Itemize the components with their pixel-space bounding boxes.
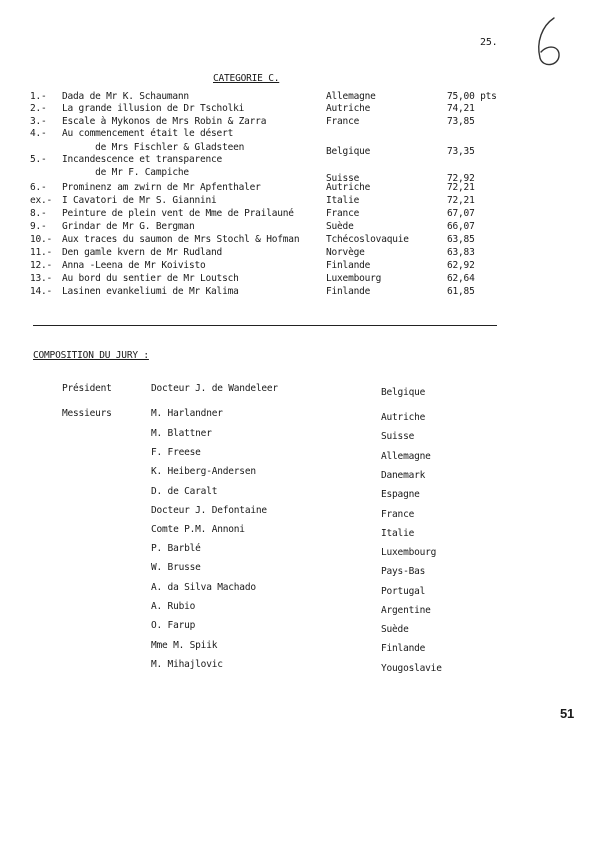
country: Allemagne — [326, 91, 376, 102]
jury-country: Suède — [381, 624, 409, 635]
jury-name: M. Blattner — [151, 428, 212, 439]
jury-role: Messieurs — [62, 408, 112, 419]
film-title: Incandescence et transparence — [62, 154, 223, 165]
jury-country: Finlande — [381, 643, 426, 654]
jury-name: Docteur J. Defontaine — [151, 505, 267, 516]
jury-name: Docteur J. de Wandeleer — [151, 383, 278, 394]
list-item — [0, 428, 600, 442]
list-item — [0, 408, 600, 422]
table-row — [0, 247, 600, 260]
score: 62,92 — [447, 260, 475, 271]
list-item — [0, 447, 600, 461]
list-item — [0, 659, 600, 673]
country: Italie — [326, 195, 360, 206]
table-row — [0, 286, 600, 299]
film-title: Au commencement était le désert — [62, 128, 234, 139]
jury-name: Comte P.M. Annoni — [151, 524, 245, 535]
jury-country: Argentine — [381, 605, 431, 616]
jury-name: P. Barblé — [151, 543, 201, 554]
handwritten-six-icon — [528, 12, 568, 72]
rank: 4.- — [30, 128, 47, 139]
country: Autriche — [326, 103, 371, 114]
list-item — [0, 505, 600, 519]
score: 74,21 — [447, 103, 475, 114]
jury-name: K. Heiberg-Andersen — [151, 466, 256, 477]
jury-country: Allemagne — [381, 451, 431, 462]
jury-name: Mme M. Spiik — [151, 640, 218, 651]
rank: 9.- — [30, 221, 47, 232]
rank: 11.- — [30, 247, 53, 258]
film-title: Aux traces du saumon de Mrs Stochl & Hofman — [62, 234, 300, 245]
jury-country: Espagne — [381, 489, 420, 500]
film-title: de Mr F. Campiche — [62, 167, 189, 178]
film-title: Dada de Mr K. Schaumann — [62, 91, 189, 102]
table-row — [0, 182, 600, 195]
list-item — [0, 524, 600, 538]
table-row — [0, 260, 600, 273]
film-title: Peinture de plein vent de Mme de Prailauné — [62, 208, 294, 219]
list-item — [0, 466, 600, 480]
film-title: Escale à Mykonos de Mrs Robin & Zarra — [62, 116, 267, 127]
jury-country: Yougoslavie — [381, 663, 442, 674]
jury-name: D. de Caralt — [151, 486, 218, 497]
film-title: Anna -Leena de Mr Koivisto — [62, 260, 206, 271]
table-row — [0, 221, 600, 234]
country: Belgique — [326, 146, 371, 157]
jury-country: Pays-Bas — [381, 566, 426, 577]
jury-name: A. Rubio — [151, 601, 196, 612]
table-row — [0, 167, 600, 184]
table-row — [0, 234, 600, 247]
rank: 3.- — [30, 116, 47, 127]
country: Autriche — [326, 182, 371, 193]
score: 73,85 — [447, 116, 475, 127]
page-number: 25. — [480, 37, 498, 48]
jury-country: Autriche — [381, 412, 426, 423]
country: Suède — [326, 221, 354, 232]
jury-name: M. Harlandner — [151, 408, 223, 419]
rank: 6.- — [30, 182, 47, 193]
jury-country: Luxembourg — [381, 547, 437, 558]
score: 66,07 — [447, 221, 475, 232]
score: 63,85 — [447, 234, 475, 245]
list-item — [0, 601, 600, 615]
jury-country: Italie — [381, 528, 415, 539]
footer-page-number: 51 — [560, 706, 575, 721]
horizontal-divider — [33, 325, 497, 326]
jury-name: O. Farup — [151, 620, 196, 631]
country: Suisse — [326, 173, 360, 184]
country: France — [326, 116, 360, 127]
jury-country: Danemark — [381, 470, 426, 481]
rank: ex.- — [30, 195, 53, 206]
list-item — [0, 562, 600, 576]
jury-country: Belgique — [381, 387, 426, 398]
country: Finlande — [326, 260, 371, 271]
category-title: CATEGORIE C. — [213, 73, 280, 84]
table-row — [0, 208, 600, 221]
list-item — [0, 640, 600, 654]
score: 75,00 pts — [447, 91, 497, 102]
jury-country: Suisse — [381, 431, 415, 442]
rank: 5.- — [30, 154, 47, 165]
list-item — [0, 620, 600, 634]
film-title: de Mrs Fischler & Gladsteen — [62, 142, 245, 153]
jury-name: W. Brusse — [151, 562, 201, 573]
list-item — [0, 582, 600, 596]
film-title: Den gamle kvern de Mr Rudland — [62, 247, 223, 258]
jury-country: Portugal — [381, 586, 426, 597]
country: Norvège — [326, 247, 365, 258]
film-title: Grindar de Mr G. Bergman — [62, 221, 195, 232]
rank: 14.- — [30, 286, 53, 297]
film-title: La grande illusion de Dr Tscholki — [62, 103, 245, 114]
table-row — [0, 103, 600, 116]
jury-name: M. Mihajlovic — [151, 659, 223, 670]
score: 72,21 — [447, 195, 475, 206]
rank: 10.- — [30, 234, 53, 245]
country: France — [326, 208, 360, 219]
jury-title: COMPOSITION DU JURY : — [33, 350, 149, 361]
score: 67,07 — [447, 208, 475, 219]
rank: 13.- — [30, 273, 53, 284]
table-row — [0, 195, 600, 208]
list-item — [0, 543, 600, 557]
list-item — [0, 486, 600, 500]
jury-country: France — [381, 509, 415, 520]
list-item — [0, 383, 600, 397]
rank: 8.- — [30, 208, 47, 219]
film-title: Prominenz am zwirn de Mr Apfenthaler — [62, 182, 261, 193]
film-title: Au bord du sentier de Mr Loutsch — [62, 273, 239, 284]
film-title: Lasinen evankeliumi de Mr Kalima — [62, 286, 239, 297]
jury-name: A. da Silva Machado — [151, 582, 256, 593]
country: Tchécoslovaquie — [326, 234, 409, 245]
table-row — [0, 273, 600, 286]
table-row — [0, 128, 600, 141]
jury-role: Président — [62, 383, 112, 394]
score: 63,83 — [447, 247, 475, 258]
score: 72,92 — [447, 173, 475, 184]
handwritten-mark — [528, 12, 568, 72]
score: 61,85 — [447, 286, 475, 297]
country: Luxembourg — [326, 273, 382, 284]
score: 72,21 — [447, 182, 475, 193]
rank: 1.- — [30, 91, 47, 102]
table-row — [0, 154, 600, 167]
rank: 12.- — [30, 260, 53, 271]
film-title: I Cavatori de Mr S. Giannini — [62, 195, 217, 206]
score: 62,64 — [447, 273, 475, 284]
rank: 2.- — [30, 103, 47, 114]
score: 73,35 — [447, 146, 475, 157]
country: Finlande — [326, 286, 371, 297]
jury-name: F. Freese — [151, 447, 201, 458]
